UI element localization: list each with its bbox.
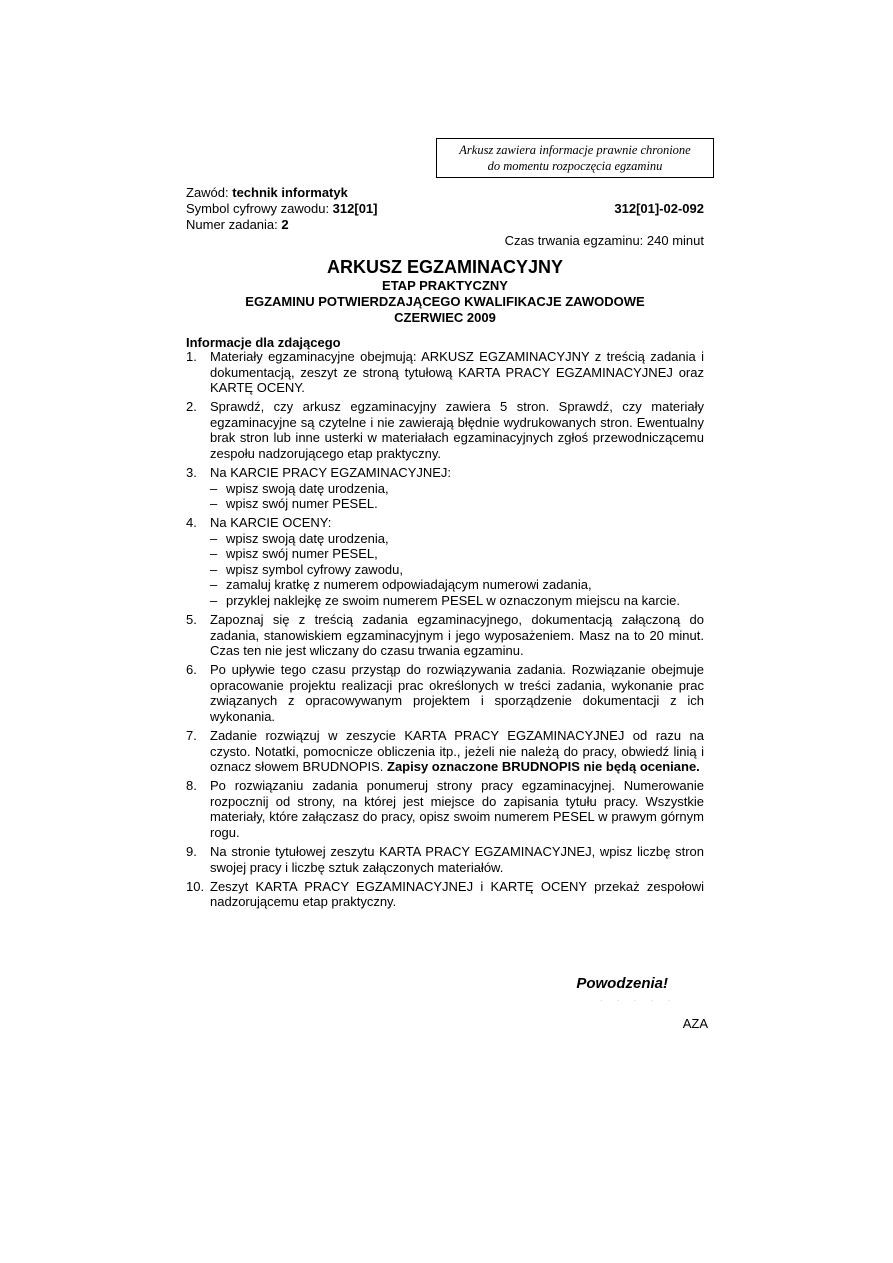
instruction-text xyxy=(210,399,704,461)
instruction-number: 8. xyxy=(186,778,197,794)
instruction-item xyxy=(186,728,704,775)
instruction-number: 10. xyxy=(186,878,205,894)
instruction-subitem-text: przyklej naklejkę ze swoim numerem PESEL w oznaczonym miejscu na karcie. xyxy=(226,593,680,609)
instruction-item xyxy=(186,879,704,910)
task-row xyxy=(186,217,377,233)
exam-duration: Czas trwania egzaminu: 240 minut xyxy=(504,233,704,248)
info-heading: Informacje dla zdającego xyxy=(186,335,341,350)
legal-notice-line-1: Arkusz zawiera informacje prawnie chronione xyxy=(459,143,691,157)
instruction-text xyxy=(210,465,704,481)
dash-bullet: – xyxy=(210,480,218,496)
instruction-item xyxy=(186,349,704,396)
instruction-text xyxy=(210,515,704,531)
instruction-subitem xyxy=(210,531,704,547)
instruction-subitem-text: wpisz swój numer PESEL. xyxy=(226,496,378,512)
instruction-subitem-text: wpisz swoją datę urodzenia, xyxy=(226,530,389,546)
instruction-text xyxy=(210,349,704,396)
instruction-item xyxy=(186,612,704,659)
instruction-text-main: Zeszyt KARTA PRACY EGZAMINACYJNEJ i KARTĘ OCENY przekaż zespołowi nadzorującemu etap praktyczny. xyxy=(210,878,704,910)
profession-row xyxy=(186,185,377,201)
instruction-text xyxy=(210,728,704,775)
stage-subtitle: ETAP PRAKTYCZNY xyxy=(382,278,508,293)
instruction-subitem-text: zamaluj kratkę z numerem odpowiadającym numerowi zadania, xyxy=(226,577,592,593)
instruction-subitem xyxy=(210,496,704,512)
dash-bullet: – xyxy=(210,546,218,562)
footer-mark: AZA xyxy=(682,1016,708,1031)
dash-bullet: – xyxy=(210,561,218,577)
instruction-number: 5. xyxy=(186,612,197,628)
sheet-code: 312[01]-02-092 xyxy=(614,201,704,216)
instruction-text-main: Zapoznaj się z treścią zadania egzaminacyjnego, dokumentacją załączoną do zadania, stanowiskiem egzaminacyjnym i jego wyposażeniem. Masz na to 20 minut. Czas ten nie jest wliczany do czasu trwania egzaminu. xyxy=(210,612,704,659)
instruction-item xyxy=(186,399,704,461)
instruction-text-main: Materiały egzaminacyjne obejmują: ARKUSZ EGZAMINACYJNY z treścią zadania i dokumentacją, zeszyt ze stroną tytułową KARTA PRACY EGZAMINACYJNEJ oraz KARTĘ OCENY. xyxy=(210,349,704,396)
instruction-number: 2. xyxy=(186,399,197,415)
task-label: Numer zadania: xyxy=(186,217,282,232)
instruction-text xyxy=(210,612,704,659)
legal-notice-line-2: do momentu rozpoczęcia egzaminu xyxy=(487,159,663,173)
symbol-value: 312[01] xyxy=(332,201,378,216)
profession-label: Zawód: xyxy=(186,185,233,200)
instruction-number: 6. xyxy=(186,662,197,678)
session-subtitle: CZERWIEC 2009 xyxy=(394,310,496,325)
faint-dots-decoration: · · · · · xyxy=(600,996,677,1005)
instruction-number: 3. xyxy=(186,464,197,480)
instruction-sublist xyxy=(210,531,704,609)
symbol-row xyxy=(186,201,377,217)
dash-bullet: – xyxy=(210,496,218,512)
instruction-item xyxy=(186,844,704,875)
dash-bullet: – xyxy=(210,530,218,546)
instruction-text-main: Na KARCIE PRACY EGZAMINACYJNEJ: xyxy=(210,464,452,480)
exam-subtitle: EGZAMINU POTWIERDZAJĄCEGO KWALIFIKACJE ZAWODOWE xyxy=(245,294,645,309)
legal-notice-box xyxy=(436,138,714,178)
instruction-text-main: Po upływie tego czasu przystąp do rozwiązywania zadania. Rozwiązanie obejmuje opracowanie projektu realizacji prac określonych w treści zadania, wykonanie prac związanych z opracowywanym projektem i sporządzenie dokumentacji z ich wykonania. xyxy=(210,662,704,725)
dash-bullet: – xyxy=(210,593,218,609)
instruction-text-emphasis: Zapisy oznaczone BRUDNOPIS nie będą oceniane. xyxy=(387,759,700,775)
task-value: 2 xyxy=(281,217,289,232)
instruction-item xyxy=(186,662,704,724)
instruction-subitem-text: wpisz swoją datę urodzenia, xyxy=(226,480,389,496)
instruction-subitem xyxy=(210,577,704,593)
signoff: Powodzenia! xyxy=(576,975,668,992)
instruction-number: 4. xyxy=(186,515,197,531)
instruction-item xyxy=(186,515,704,609)
instruction-text xyxy=(210,844,704,875)
exam-metadata xyxy=(186,185,377,233)
instruction-subitem xyxy=(210,481,704,497)
instruction-item xyxy=(186,465,704,512)
symbol-label: Symbol cyfrowy zawodu: xyxy=(186,201,333,216)
instruction-text xyxy=(210,778,704,840)
instruction-text-main: Sprawdź, czy arkusz egzaminacyjny zawiera 5 stron. Sprawdź, czy materiały egzaminacyjne są czytelne i nie zawierają błędnie wydrukowanych stron. Ewentualny brak stron lub inne usterki w materiałach egzaminacyjnych zgłoś przewodniczącemu zespołu nadzorującego etap praktyczny. xyxy=(210,399,704,461)
instruction-item xyxy=(186,778,704,840)
instruction-subitem-text: wpisz symbol cyfrowy zawodu, xyxy=(226,561,403,577)
instruction-text xyxy=(210,662,704,724)
instruction-number: 1. xyxy=(186,349,197,364)
instruction-text-main: Na KARCIE OCENY: xyxy=(210,515,332,531)
profession-value: technik informatyk xyxy=(232,185,348,200)
instruction-text-main: Po rozwiązaniu zadania ponumeruj strony pracy egzaminacyjnej. Numerowanie rozpocznij od strony, na której jest miejsce do zapisania tytułu pracy. Wszystkie materiały, które załączasz do pracy, opisz swoim numerem PESEL w prawym górnym rogu. xyxy=(210,778,704,840)
instruction-sublist xyxy=(210,481,704,512)
instruction-subitem xyxy=(210,562,704,578)
instruction-number: 7. xyxy=(186,728,197,743)
instruction-subitem xyxy=(210,546,704,562)
dash-bullet: – xyxy=(210,577,218,593)
instruction-text-main: Na stronie tytułowej zeszytu KARTA PRACY EGZAMINACYJNEJ, wpisz liczbę stron swojej pracy i liczbę sztuk załączonych materiałów. xyxy=(210,843,704,875)
instruction-subitem-text: wpisz swój numer PESEL, xyxy=(226,546,378,562)
instruction-subitem xyxy=(210,593,704,609)
page-title: ARKUSZ EGZAMINACYJNY xyxy=(326,257,563,277)
instruction-number: 9. xyxy=(186,843,197,859)
instructions-list xyxy=(186,349,704,913)
instruction-text-main: Zadanie rozwiązuj w zeszycie KARTA PRACY EGZAMINACYJNEJ od razu na czysto. Notatki, pomocnicze obliczenia itp., jeżeli nie należą do pracy, obwiedź linią i oznacz słowem BRUDNOPIS. xyxy=(210,728,704,775)
instruction-text xyxy=(210,879,704,910)
